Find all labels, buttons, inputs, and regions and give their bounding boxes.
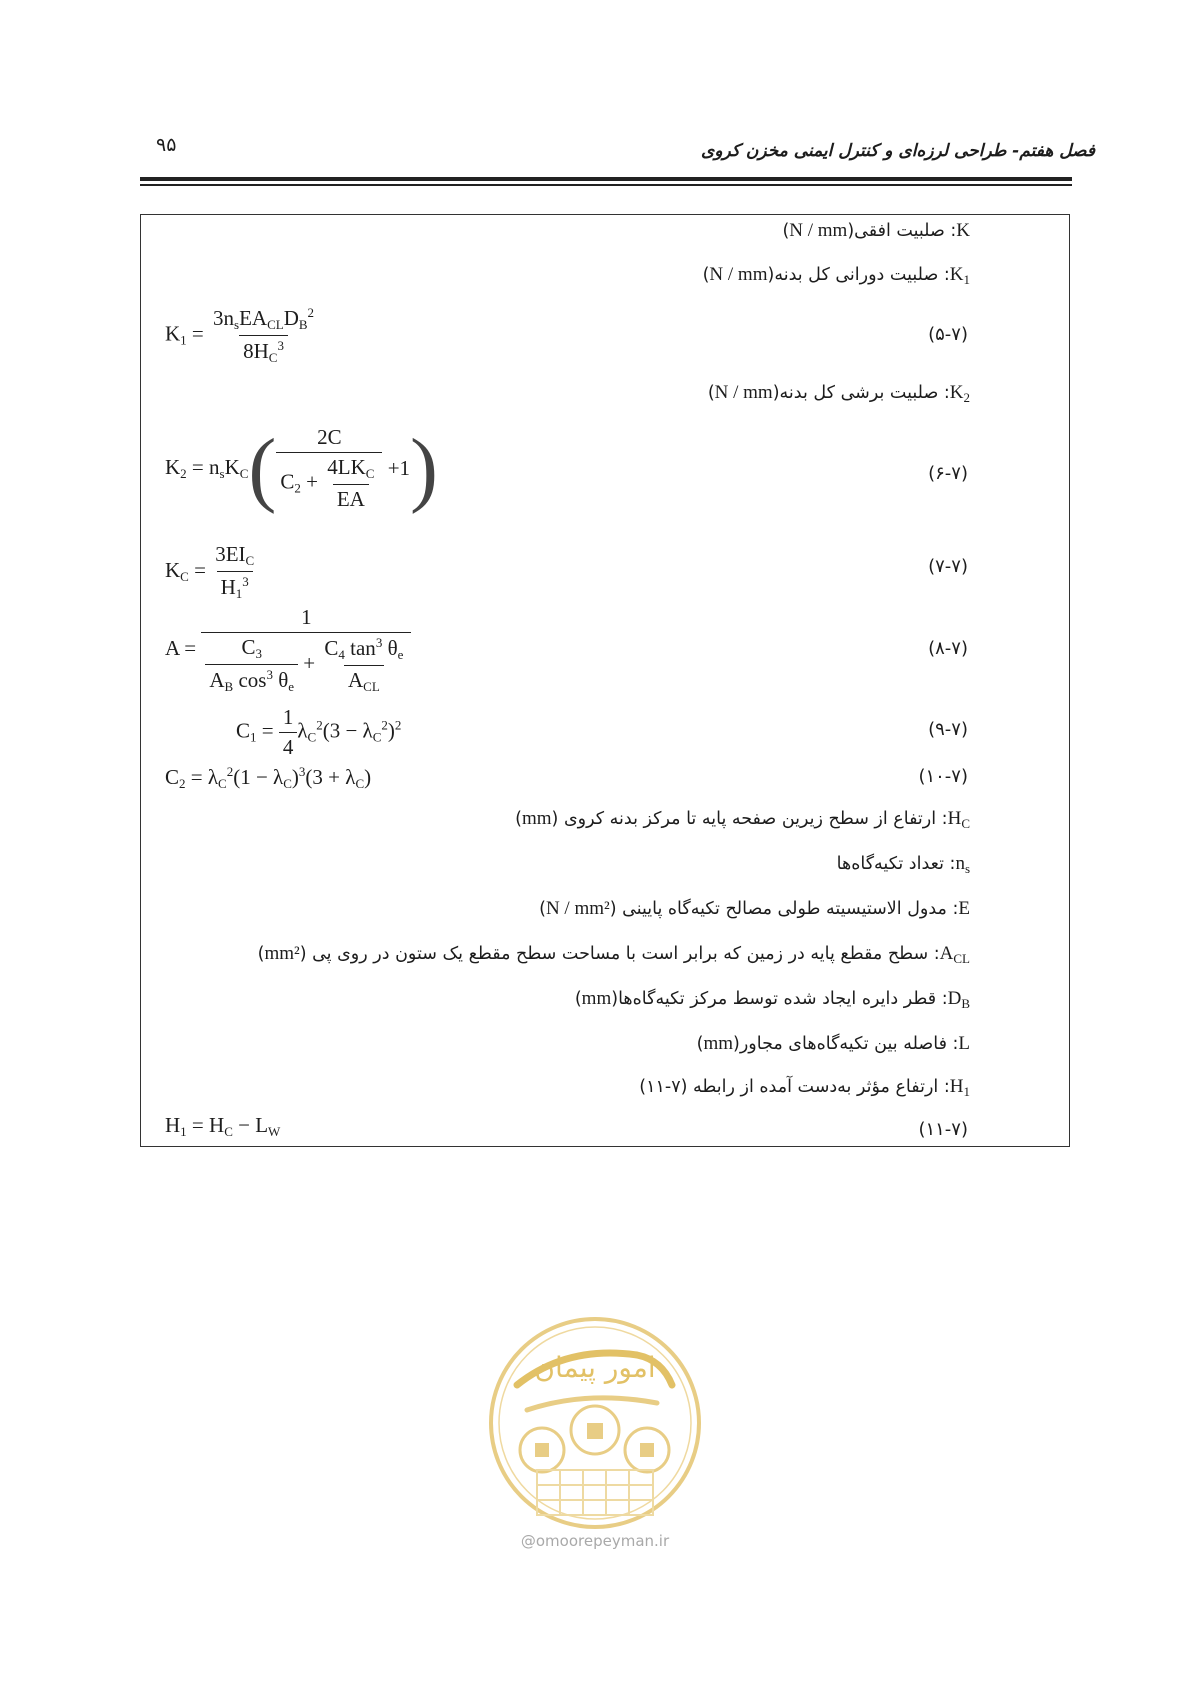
chapter-title: فصل هفتم- طراحی لرزه‌ای و کنترل ایمنی مخزن کروی xyxy=(701,141,1095,161)
equation-c1: $C_1$ = $\frac{1}{4}$ $\lambda_C^2(3 - \lambda_C^2)^2$ xyxy=(236,705,402,759)
equation-c2: $C_2 = \lambda_C^2(1 - \lambda_C)^3(3 + \lambda_C)$ xyxy=(165,764,372,791)
watermark-url: @omoorepeyman.ir xyxy=(520,1532,670,1550)
header-rule-thin xyxy=(140,184,1072,186)
header-rule-thick xyxy=(140,177,1072,181)
definition-e: E: مدول الاستیسیته طولی مصالح تکیه‌گاه پایینی (N / mm²) xyxy=(539,898,970,919)
equation-a: A = 1 $\frac{C_3}{A_B \cos^3 \theta_e}$ + $\frac{C_4 \tan^3 \theta_e}{A_{CL}}$ xyxy=(165,605,411,695)
equation-k2: $K_2 = n_sK_C$( 2C $C_2$ + $\frac{4LK_C}{EA}$ +1) xyxy=(165,422,439,515)
definition-ns: $n_s$: تعداد تکیه‌گاه‌ها xyxy=(836,853,970,876)
definition-db: $D_B$: قطر دایره ایجاد شده توسط مرکز تکیه‌گاه‌ها(mm) xyxy=(574,988,970,1011)
equation-number: (۱۱-۷) xyxy=(918,1119,968,1140)
equation-number: (۹-۷) xyxy=(928,719,968,740)
equation-number: (۸-۷) xyxy=(928,638,968,659)
equation-k1: $K_1$ = $\frac{3n_sEA_{CL}D_B^2}{8H_C^3}$ xyxy=(165,305,315,365)
definition-h1: $H_1$: ارتفاع مؤثر به‌دست آمده از رابطه (۷-۱۱) xyxy=(639,1076,970,1099)
equation-number: (۶-۷) xyxy=(928,463,968,484)
definition-hc: $H_C$: ارتفاع از سطح زیرین صفحه پایه تا مرکز بدنه کروی (mm) xyxy=(515,808,970,831)
equation-number: (۱۰-۷) xyxy=(918,766,968,787)
page-number: ۹۵ xyxy=(156,134,177,156)
watermark-logo xyxy=(487,1315,703,1531)
definition-k1: $K_1$: صلبیت دورانی کل بدنه(N / mm) xyxy=(702,264,970,287)
watermark-logo-text: امور پیمان xyxy=(534,1351,656,1384)
definition-k2: $K_2$: صلبیت برشی کل بدنه(N / mm) xyxy=(707,382,970,405)
equation-number: (۵-۷) xyxy=(928,324,968,345)
equation-h1: $H_1 = H_C - L_W$ xyxy=(165,1113,281,1139)
definition-l: L: فاصله بین تکیه‌گاه‌های مجاور(mm) xyxy=(696,1033,970,1054)
equation-number: (۷-۷) xyxy=(928,556,968,577)
definition-acl: $A_{CL}$: سطح مقطع پایه در زمین که برابر است با مساحت سطح مقطع یک ستون در روی پی (mm²) xyxy=(257,943,970,966)
definition-k: K: صلبیت افقی(N / mm) xyxy=(782,220,970,241)
equation-kc: $K_C$ = $\frac{3EI_C}{H_1^3}$ xyxy=(165,542,255,601)
